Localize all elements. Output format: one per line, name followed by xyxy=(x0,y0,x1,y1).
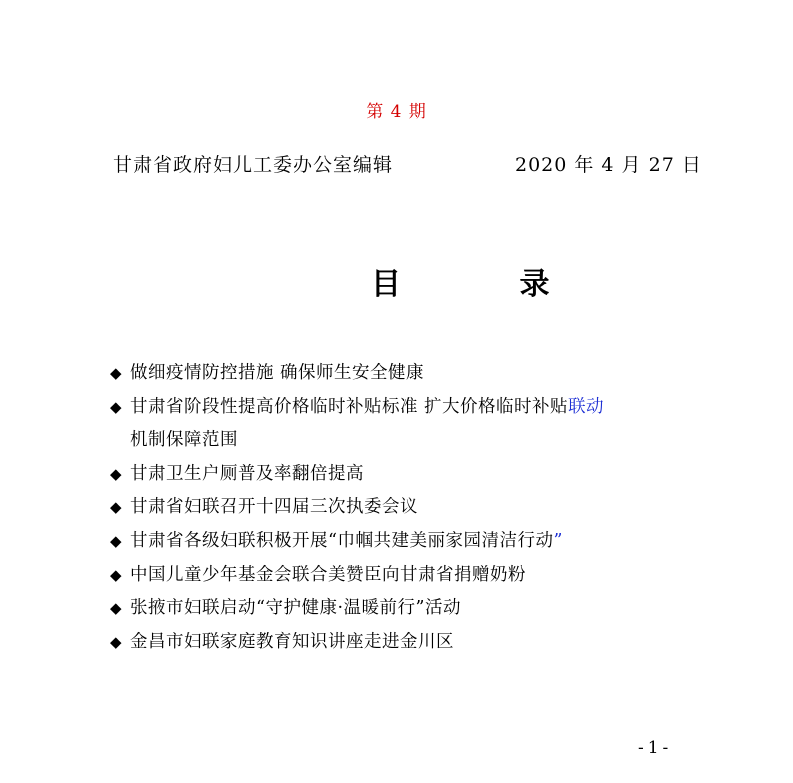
toc-item-text: 甘肃省阶段性提高价格临时补贴标准 扩大价格临时补贴 xyxy=(130,396,569,417)
toc-item-text: 甘肃省各级妇联积极开展“巾帼共建美丽家园清洁行动 xyxy=(130,530,554,551)
toc-item xyxy=(110,357,690,391)
bullet-diamond-icon: ◆ xyxy=(110,498,123,517)
toc-list xyxy=(110,357,690,659)
toc-item-highlight: 联动 xyxy=(568,396,605,417)
bullet-diamond-icon: ◆ xyxy=(110,397,123,416)
toc-item xyxy=(110,391,690,425)
toc-item-text: 中国儿童少年基金会联合美赞臣向甘肃省捐赠奶粉 xyxy=(130,564,526,585)
toc-item-text: 金昌市妇联家庭教育知识讲座走进金川区 xyxy=(130,631,454,652)
toc-title: 目 录 xyxy=(371,267,604,302)
toc-item xyxy=(110,626,690,660)
issue-number: 第 4 期 xyxy=(366,102,427,122)
toc-item-text: 张掖市妇联启动“守护健康·温暖前行”活动 xyxy=(130,598,461,619)
toc-item-quote: ” xyxy=(553,530,563,551)
editor-name: 甘肃省政府妇儿工委办公室编辑 xyxy=(113,154,394,176)
bullet-diamond-icon: ◆ xyxy=(110,632,123,651)
toc-item-continuation: 机制保障范围 xyxy=(130,430,238,451)
publish-date: 2020 年 4 月 27 日 xyxy=(515,154,702,176)
toc-item xyxy=(110,559,690,593)
toc-item xyxy=(110,458,690,492)
toc-item xyxy=(110,592,690,626)
toc-item xyxy=(110,491,690,525)
bullet-diamond-icon: ◆ xyxy=(110,464,123,483)
toc-item xyxy=(110,525,690,559)
toc-item-text: 甘肃卫生户厕普及率翻倍提高 xyxy=(130,463,364,484)
bullet-diamond-icon: ◆ xyxy=(110,599,123,618)
bullet-diamond-icon: ◆ xyxy=(110,565,123,584)
page-number: -1- xyxy=(638,738,673,758)
toc-item-text: 甘肃省妇联召开十四届三次执委会议 xyxy=(130,497,418,518)
toc-item-text: 做细疫情防控措施 确保师生安全健康 xyxy=(130,363,425,383)
bullet-diamond-icon: ◆ xyxy=(110,364,123,382)
bullet-diamond-icon: ◆ xyxy=(110,531,123,550)
